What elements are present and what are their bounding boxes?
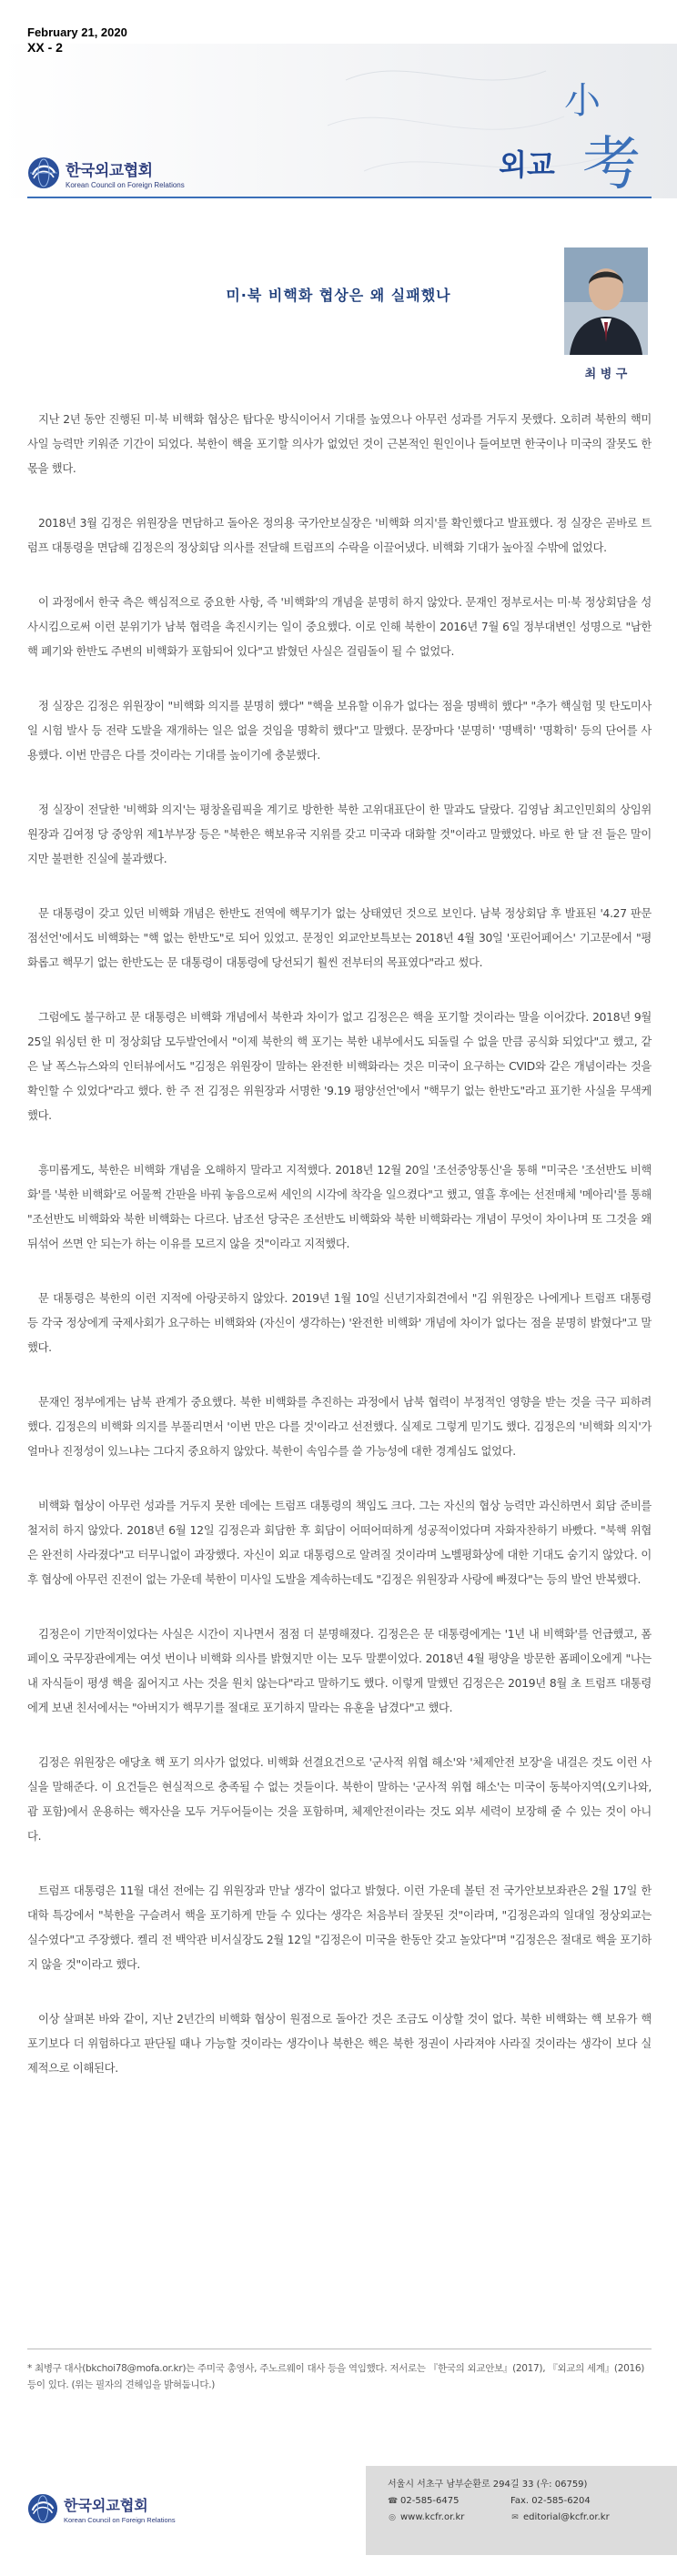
header-divider (27, 197, 652, 198)
org-emblem-icon (27, 157, 60, 189)
paragraph: 이상 살펴본 바와 같이, 지난 2년간의 비핵화 협상이 원점으로 돌아간 것은 조금도 이상할 것이 없다. 북한 비핵화는 핵 보유가 핵 포기보다 더 위험하다고 판단될 때나 가능할 것이라는 생각이나 북한은 핵은 북한 정권이 사라져야 사라질 것이라는 생각이 보다 실제적으로 이해된다. (27, 2013, 652, 2075)
paragraph: 정 실장이 전달한 '비핵화 의지'는 평창올림픽을 계기로 방한한 북한 고위대표단이 한 말과도 달랐다. 김영남 최고인민회의 상임위원장과 김여정 당 중앙위 제1부부장 등은 "북한은 핵보유국 지위를 갖고 미국과 대화할 것"이라고 말했었다. 바로 한 달 전 들은 말이지만 불편한 진실에 불과했다. (27, 803, 652, 865)
footer-org-name-ko: 한국외교협회 (64, 2496, 148, 2514)
footer-email[interactable]: editorial@kcfr.or.kr (523, 2512, 610, 2522)
footer-address: 서울시 서초구 남부순환로 294길 33 (우: 06759) (388, 2480, 588, 2490)
paragraph: 김정은이 기만적이었다는 사실은 시간이 지나면서 점점 더 분명해졌다. 김정은은 문 대통령에게는 '1년 내 비핵화'를 언급했고, 폼페이오 국무장관에게는 여섯 번이나 비핵화 의사를 밝혔지만 이는 모두 말뿐이었다. 2018년 4월 평양을 방문한 폼페이오에게 "나는 내 자식들이 평생 핵을 짊어지고 사는 것을 원치 않는다"라고 말하기도 했다. 이렇게 말했던 김정은은 2019년 8월 초 트럼프 대통령에게 보낸 친서에서는 "아버지가 핵무기를 절대로 포기하지 말라는 유훈을 남겼다"고 했다. (27, 1628, 652, 1714)
contact-info (388, 2477, 661, 2526)
paragraph: 문재인 정부에게는 남북 관계가 중요했다. 북한 비핵화를 추진하는 과정에서 남북 협력이 부정적인 영향을 받는 것을 극구 피하려했다. 김정은의 비핵화 의지를 부풀리면서 '이번 만은 다를 것'이라고 선전했다. 실제로 그렇게 믿기도 했다. 김정은의 '비핵화 의지'가 얼마나 진정성이 있느냐는 그다지 중요하지 않았다. 북한이 속임수를 쓸 가능성에 대한 경계심도 없었다. (27, 1396, 652, 1458)
org-logo (27, 157, 185, 189)
article-title: 미·북 비핵화 협상은 왜 실패했나 (226, 287, 451, 304)
paragraph: 트럼프 대통령은 11월 대선 전에는 김 위원장과 만날 생각이 없다고 밝혔다. 이런 가운데 볼턴 전 국가안보보좌관은 2월 17일 한 대학 특강에서 "북한을 구슬려서 핵을 포기하게 만들 수 있다는 생각은 처음부터 잘못된 것"이라며, "김정은과의 일대일 정상외교는 실수였다"고 주장했다. 켈리 전 백악관 비서실장도 2월 12일 "김정은이 미국을 한동안 갖고 놀았다"며 "김정은은 절대로 핵을 포기하지 않을 것"이라고 했다. (27, 1884, 652, 1971)
footer-org-logo (27, 2493, 176, 2524)
paragraph: 김정은 위원장은 애당초 핵 포기 의사가 없었다. 비핵화 선결요건으로 '군사적 위협 해소'와 '체제안전 보장'을 내걸은 것도 이런 사실을 말해준다. 이 요건들은 현실적으로 충족될 수 없는 것들이다. 북한이 말하는 '군사적 위협 해소'는 미국이 동북아지역(오키나와, 괌 포함)에서 운용하는 핵자산을 모두 거두어들이는 것을 포함하며, 체제안전이라는 것도 외부 세력이 보장해 줄 수 있는 것이 아니다. (27, 1756, 652, 1843)
issue-number: XX - 2 (27, 40, 63, 55)
paragraph: 2018년 3월 김정은 위원장을 면담하고 돌아온 정의용 국가안보실장은 '비핵화 의지'를 확인했다고 발표했다. 정 실장은 곧바로 트럼프 대통령을 면담해 김정은의 정상회담 의사를 전달해 트럼프의 수락을 이끌어냈다. 비핵화 기대가 높아질 수밖에 없었다. (27, 517, 652, 554)
phone-icon: ☎ (388, 2497, 399, 2506)
masthead-main: 외교 (499, 147, 555, 182)
footer-emblem-icon (27, 2493, 58, 2524)
author-photo (564, 247, 648, 355)
author-footnote: * 최병구 대사(bkchoi78@mofa.or.kr)는 주미국 총영사, 주노르웨이 대사 등을 역임했다. 저서로는 『한국의 외교안보』(2017), 『외교의 세계』(2016) 등이 있다. (위는 필자의 견해임을 밝혀둡니다.) (27, 2363, 645, 2390)
footer-fax: Fax. 02-585-6204 (510, 2496, 591, 2506)
masthead-small: 小 (564, 80, 601, 122)
page-footer (0, 2453, 677, 2576)
paragraph: 정 실장은 김정은 위원장이 "비핵화 의지를 분명히 했다" "핵을 보유할 이유가 없다는 점을 명백히 했다" "추가 핵실험 및 탄도미사일 시험 발사 등 전략 도발을 재개하는 일은 없을 것임을 명확히 했다"고 말했다. 문장마다 '분명히' '명백히' '명확히' 등의 단어를 사용했다. 이번 만큼은 다를 것이라는 기대를 높이기에 충분했다. (27, 700, 652, 762)
paragraph: 비핵화 협상이 아무런 성과를 거두지 못한 데에는 트럼프 대통령의 책임도 크다. 그는 자신의 협상 능력만 과신하면서 회담 준비를 철저히 하지 않았다. 2018년 6월 12일 김정은과 회담한 후 회담이 어떠어떠하게 성공적이었다며 자화자찬하기 바빴다. "북핵 위협은 완전히 사라졌다"고 터무니없이 과장했다. 자신이 외교 대통령으로 알려질 것이라며 노벨평화상에 대한 기대도 숨기지 않았다. 이후 협상에 아무런 진전이 없는 가운데 북한이 미사일 도발을 계속하는데도 "김정은 위원장과 사랑에 빠졌다"는 등의 발언 반복했다. (27, 1500, 652, 1586)
author-name: 최 병 구 (584, 368, 628, 381)
paragraph: 그럼에도 불구하고 문 대통령은 비핵화 개념에서 북한과 차이가 없고 김정은은 핵을 포기할 것이라는 말을 이어갔다. 2018년 9월 25일 워싱턴 한 미 정상회담 모두발언에서 "이제 북한의 핵 포기는 북한 내부에서도 되돌릴 수 없을 만큼 공식화 되었다"고 했고, 같은 날 폭스뉴스와의 인터뷰에서도 "김정은 위원장이 말하는 완전한 비핵화라는 것은 미국이 요구하는 CVID와 같은 개념이라는 것을 확인할 수 있었다"라고 했다. 한 주 전 김정은 위원장과 서명한 '9.19 평양선언'에서 "핵무기 없는 한반도"라고 표기한 사실을 무색케 했다. (27, 1011, 652, 1122)
article-body (27, 408, 652, 2111)
footer-website[interactable]: www.kcfr.or.kr (400, 2512, 465, 2522)
footer-org-name-en: Korean Council on Foreign Relations (64, 2515, 176, 2524)
org-name-ko: 한국외교협회 (66, 161, 153, 180)
masthead-logo (499, 73, 653, 191)
paragraph: 지난 2년 동안 진행된 미·북 비핵화 협상은 탑다운 방식이어서 기대를 높였으나 아무런 성과를 거두지 못했다. 오히려 북한의 핵미사일 능력만 키워준 기간이 되었다. 북한이 핵을 포기할 의사가 없었던 것이 근본적인 원인이나 들여보면 한국이나 미국의 잘못도 한 몫을 했다. (27, 413, 652, 475)
org-name-en: Korean Council on Foreign Relations (66, 180, 185, 189)
mail-icon: ✉ (511, 2513, 519, 2522)
issue-date: February 21, 2020 (27, 25, 127, 39)
globe-icon: ◎ (389, 2513, 396, 2522)
paragraph: 문 대통령은 북한의 이런 지적에 아랑곳하지 않았다. 2019년 1월 10일 신년기자회견에서 "김 위원장은 나에게나 트럼프 대통령 등 각국 정상에게 국제사회가 요구하는 비핵화와 (자신이 생각하는) '완전한 비핵화' 개념에 차이가 없다는 점을 분명히 밝혔다"고 말했다. (27, 1292, 652, 1354)
paragraph: 문 대통령이 갖고 있던 비핵화 개념은 한반도 전역에 핵무기가 없는 상태였던 것으로 보인다. 남북 정상회담 후 발표된 '4.27 판문점선언'에서도 비핵화는 "핵 없는 한반도"로 되어 있었고. 문정인 외교안보특보는 2018년 4월 30일 '포린어페어스' 기고문에서 "평화롭고 핵무기 없는 한반도는 문 대통령이 대통령에 당선되기 훨씬 전부터의 목표였다"라고 썼다. (27, 907, 652, 969)
paragraph: 흥미롭게도, 북한은 비핵화 개념을 오해하지 말라고 지적했다. 2018년 12월 20일 '조선중앙통신'을 통해 "미국은 '조선반도 비핵화'를 '북한 비핵화'로 어물쩍 간판을 바꿔 놓음으로써 세인의 시각에 착각을 일으켰다"고 했고, 열흘 후에는 선전매체 '메아리'를 통해 "조선반도 비핵화와 북한 비핵화는 다르다. 남조선 당국은 조선반도 비핵화와 북한 비핵화라는 개념이 무엇이 차이나며 또 그것을 왜 뒤섞어 쓰면 안 되는가 하는 이유를 모르지 않을 것"이라고 지적했다. (27, 1164, 652, 1250)
paragraph: 이 과정에서 한국 측은 핵심적으로 중요한 사항, 즉 '비핵화'의 개념을 분명히 하지 않았다. 문재인 정부로서는 미·북 정상회담을 성사시킴으로써 이런 분위기가 남북 협력을 촉진시키는 일이 중요했다. 이로 인해 북한이 2016년 7월 6일 정부대변인 성명으로 "남한 핵 폐기와 한반도 주변의 비핵화가 포함되어 있다"고 밝혔던 사실은 걸림돌이 될 수 없었다. (27, 596, 652, 658)
masthead-big: 考 (582, 131, 641, 191)
footer-phone[interactable]: 02-585-6475 (400, 2496, 460, 2506)
